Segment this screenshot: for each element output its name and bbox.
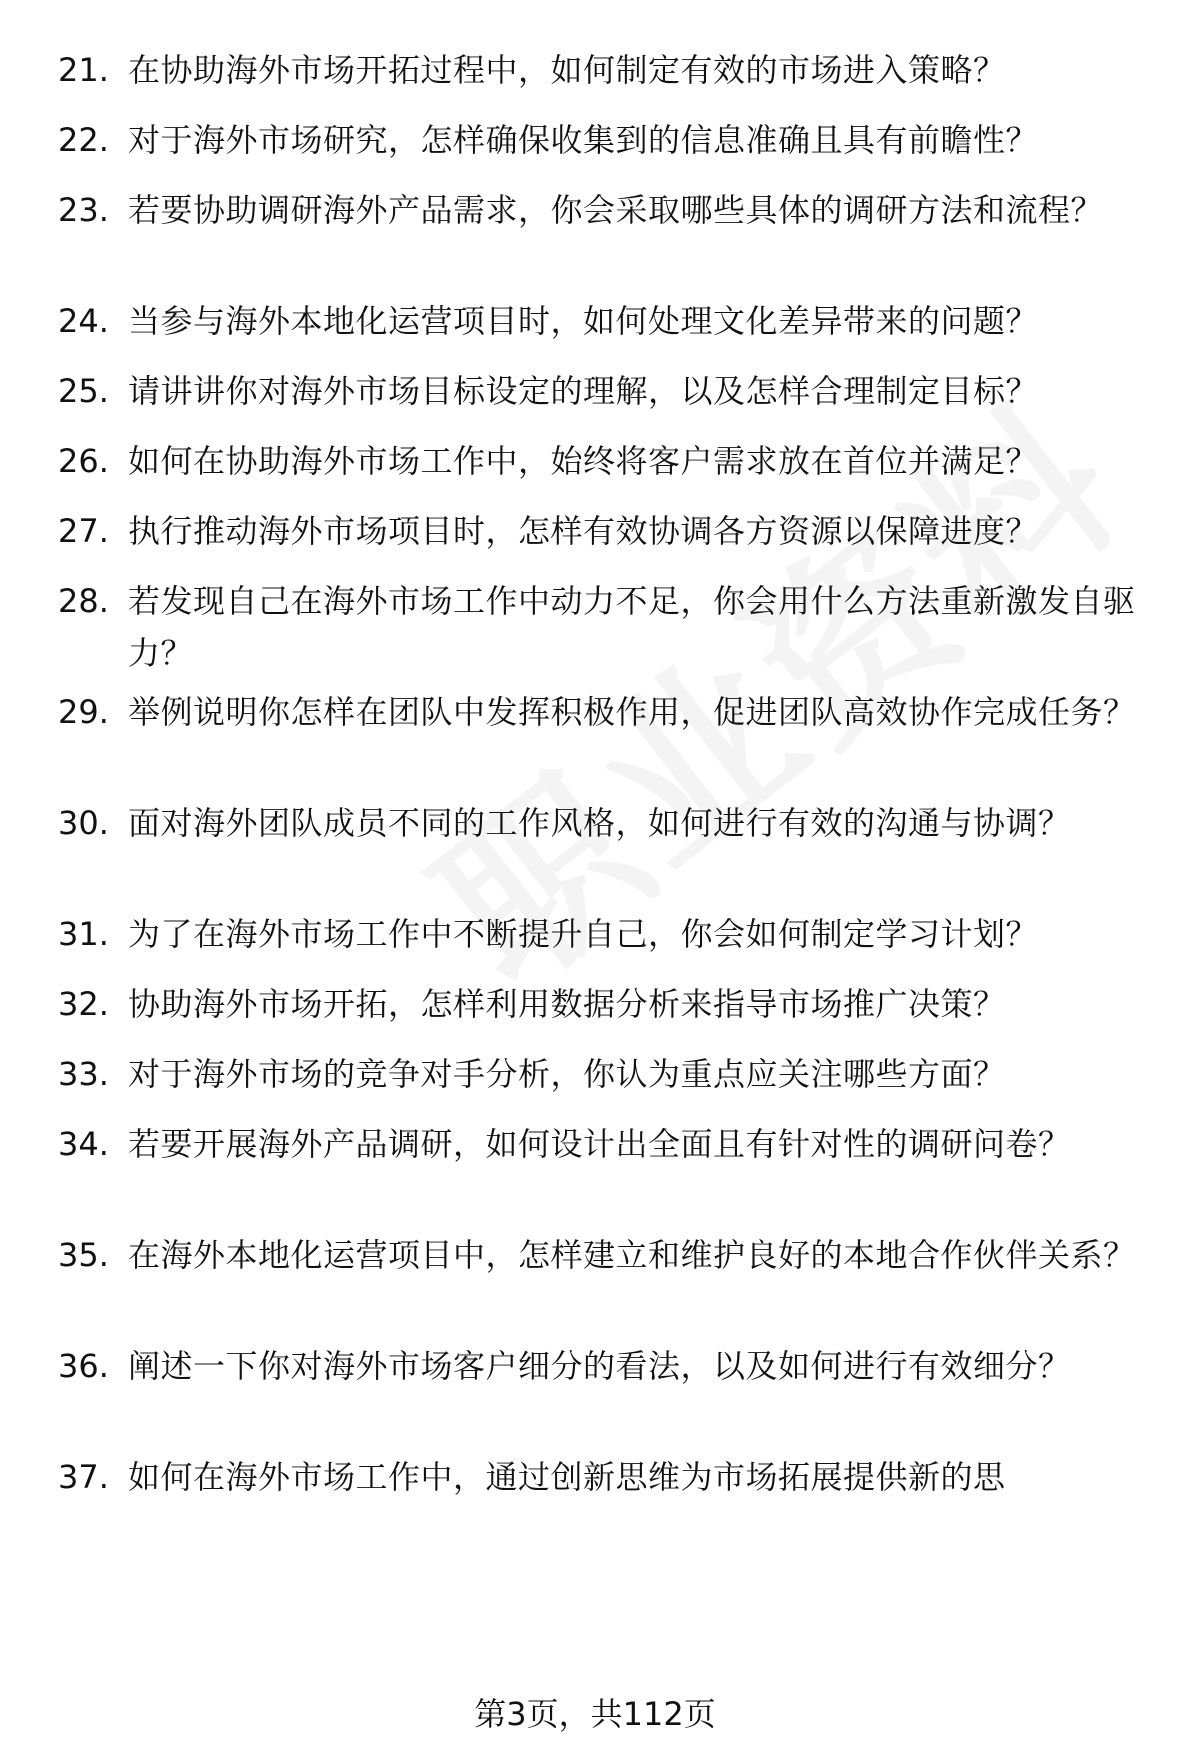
question-number: 25. bbox=[58, 372, 109, 410]
question-number: 23. bbox=[58, 191, 109, 229]
question-text: 请讲讲你对海外市场目标设定的理解，以及怎样合理制定目标？ bbox=[128, 372, 1039, 410]
page-footer: 第3页，共112页 bbox=[474, 1695, 716, 1733]
question-number: 21. bbox=[58, 51, 109, 89]
question-number: 36. bbox=[58, 1347, 109, 1385]
question-number: 26. bbox=[58, 442, 109, 480]
question-text: 阐述一下你对海外市场客户细分的看法，以及如何进行有效细分？ bbox=[128, 1347, 1071, 1385]
question-number: 27. bbox=[58, 512, 109, 550]
question-number: 29. bbox=[58, 693, 109, 731]
question-number: 33. bbox=[58, 1055, 109, 1093]
question-text: 举例说明你怎样在团队中发挥积极作用，促进团队高效协作完成任务？ bbox=[128, 693, 1136, 731]
question-text: 若要开展海外产品调研，如何设计出全面且有针对性的调研问卷？ bbox=[128, 1125, 1071, 1163]
question-text: 对于海外市场的竞争对手分析，你认为重点应关注哪些方面？ bbox=[128, 1055, 1006, 1093]
question-number: 30. bbox=[58, 804, 109, 842]
question-number: 22. bbox=[58, 121, 109, 159]
question-number: 31. bbox=[58, 915, 109, 953]
question-text: 在海外本地化运营项目中，怎样建立和维护良好的本地合作伙伴关系？ bbox=[128, 1236, 1136, 1274]
question-number: 32. bbox=[58, 985, 109, 1023]
question-text: 执行推动海外市场项目时，怎样有效协调各方资源以保障进度？ bbox=[128, 512, 1039, 550]
question-text: 若发现自己在海外市场工作中动力不足，你会用什么方法重新激发自驱力？ bbox=[128, 582, 1136, 672]
question-text: 在协助海外市场开拓过程中，如何制定有效的市场进入策略？ bbox=[128, 51, 1006, 89]
question-text: 若要协助调研海外产品需求，你会采取哪些具体的调研方法和流程？ bbox=[128, 191, 1104, 229]
question-text: 如何在协助海外市场工作中，始终将客户需求放在首位并满足？ bbox=[128, 442, 1039, 480]
question-text: 为了在海外市场工作中不断提升自己，你会如何制定学习计划？ bbox=[128, 915, 1039, 953]
question-text: 对于海外市场研究，怎样确保收集到的信息准确且具有前瞻性？ bbox=[128, 121, 1039, 159]
watermark bbox=[375, 389, 1185, 1151]
question-number: 35. bbox=[58, 1236, 109, 1274]
question-number: 24. bbox=[58, 302, 109, 340]
question-text: 协助海外市场开拓，怎样利用数据分析来指导市场推广决策？ bbox=[128, 985, 1006, 1023]
question-text: 面对海外团队成员不同的工作风格，如何进行有效的沟通与协调？ bbox=[128, 804, 1071, 842]
question-number: 37. bbox=[58, 1458, 109, 1496]
question-number: 28. bbox=[58, 582, 109, 620]
question-text: 如何在海外市场工作中，通过创新思维为市场拓展提供新的思 bbox=[128, 1458, 1006, 1496]
question-text: 当参与海外本地化运营项目时，如何处理文化差异带来的问题？ bbox=[128, 302, 1039, 340]
question-number: 34. bbox=[58, 1125, 109, 1163]
